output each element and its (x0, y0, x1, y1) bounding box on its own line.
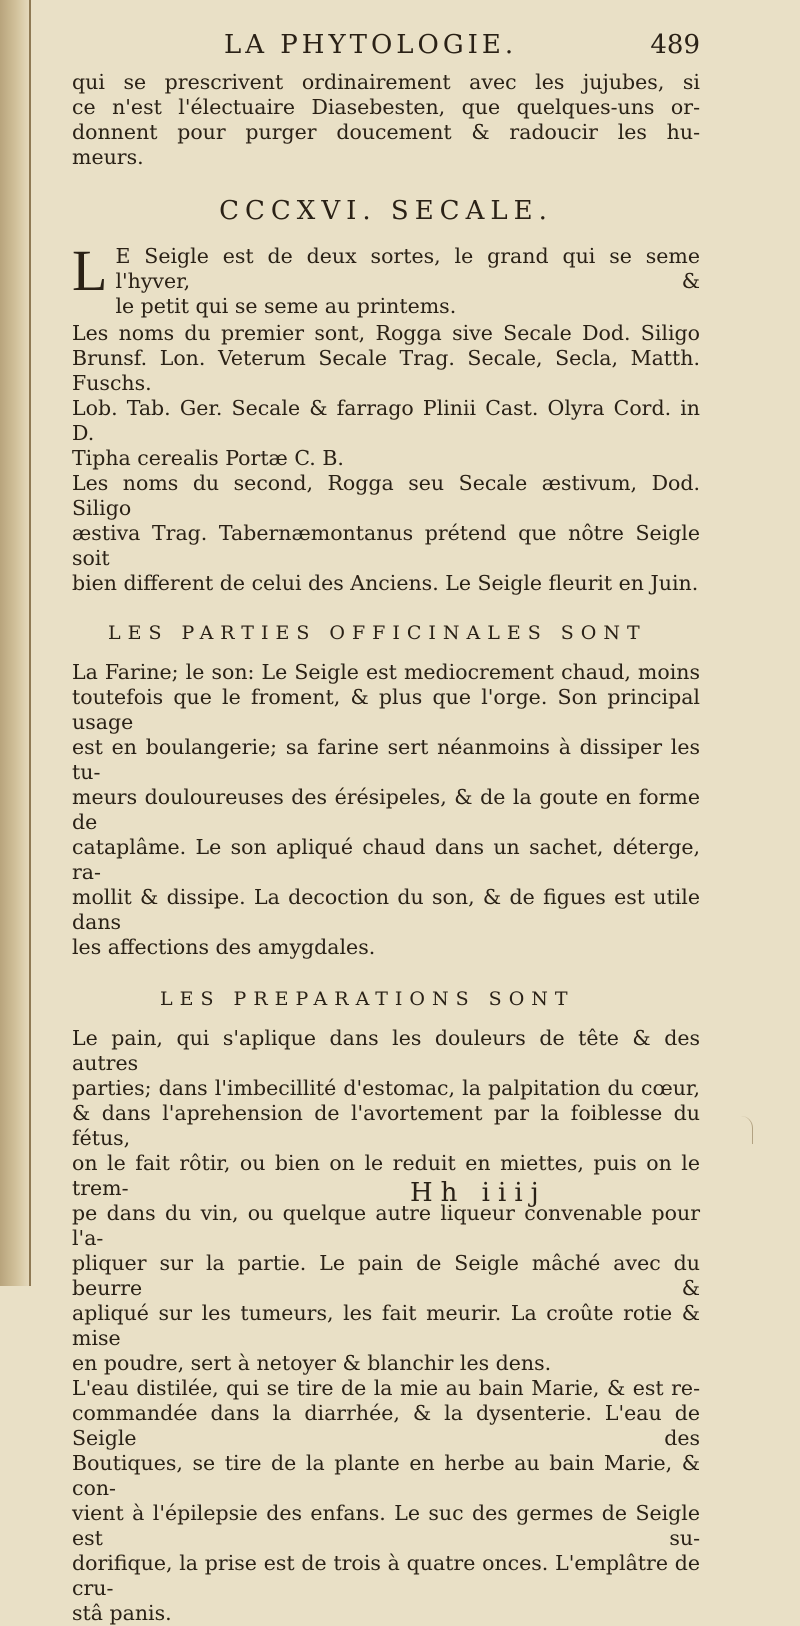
text-line: cataplâme. Le son apliqué chaud dans un sachet, déterge, ra- (72, 835, 700, 884)
text-line: meurs. (72, 145, 144, 169)
text-line: L'eau distilée, qui se tire de la mie au bain Marie, & est re- (72, 1376, 700, 1400)
text-line: est en boulangerie; sa farine sert néanmoins à dissiper les tu- (72, 735, 700, 784)
chapter-heading: CCCXVI. SECALE. (219, 196, 553, 226)
running-header (72, 30, 700, 70)
text-line: pe dans du vin, ou quelque autre liqueur convenable pour l'a- (72, 1201, 700, 1250)
text-line: apliqué sur les tumeurs, les fait meurir. La croûte rotie & mise (72, 1301, 700, 1350)
page-number: 489 (650, 30, 700, 60)
text-line: Tipha cerealis Portæ C. B. (72, 446, 344, 470)
text-line: le petit qui se seme au printems. (115, 294, 457, 318)
description-paragraph (72, 238, 700, 319)
book-gutter (0, 0, 30, 1286)
text-line: & dans l'aprehension de l'avortement par la foiblesse du fétus, (72, 1101, 700, 1150)
text-line: parties; dans l'imbecillité d'estomac, la palpitation du cœur, (72, 1076, 700, 1100)
preparations-heading: LES PREPARATIONS SONT (160, 988, 575, 1010)
drop-cap: L (72, 238, 108, 303)
text-line: stâ panis. (72, 1601, 172, 1625)
gutter-edge (29, 0, 31, 1286)
signature-mark: Hh iiij (410, 1178, 547, 1208)
officinal-paragraph (72, 660, 700, 960)
book-page (72, 30, 700, 1626)
text-line: Brunsf. Lon. Veterum Secale Trag. Secale, Secla, Matth. Fuschs. (72, 346, 700, 395)
text-line: toutefois que le froment, & plus que l'orge. Son principal usage (72, 685, 700, 734)
running-title: LA PHYTOLOGIE. (224, 30, 518, 60)
text-line: donnent pour purger doucement & radoucir les hu- (72, 120, 700, 144)
intro-paragraph (72, 70, 700, 170)
text-line: vient à l'épilepsie des enfans. Le suc des germes de Seigle est su- (72, 1501, 700, 1550)
text-line: Les noms du premier sont, Rogga sive Secale Dod. Siligo (72, 321, 700, 345)
text-line: E Seigle est de deux sortes, le grand qui se seme l'hyver, & (115, 244, 700, 293)
text-line: æstiva Trag. Tabernæmontanus prétend que nôtre Seigle soit (72, 521, 700, 570)
text-line: ce n'est l'électuaire Diasebesten, que quelques-uns or- (72, 95, 700, 119)
text-line: dorifique, la prise est de trois à quatre onces. L'emplâtre de cru- (72, 1551, 700, 1600)
text-line: La Farine; le son: Le Seigle est mediocrement chaud, moins (72, 660, 700, 684)
text-line: meurs douloureuses des érésipeles, & de la goute en forme de (72, 785, 700, 834)
margin-mark (738, 1116, 753, 1144)
text-line: on le fait rôtir, ou bien on le reduit en miettes, puis on le trem- (72, 1151, 700, 1200)
preparations-paragraph (72, 1026, 700, 1626)
names-second-paragraph (72, 471, 700, 596)
text-line: Lob. Tab. Ger. Secale & farrago Plinii Cast. Olyra Cord. in D. (72, 396, 700, 445)
officinal-heading: LES PARTIES OFFICINALES SONT (108, 622, 647, 644)
text-line: en poudre, sert à netoyer & blanchir les dens. (72, 1351, 552, 1375)
text-line: pliquer sur la partie. Le pain de Seigle mâché avec du beurre & (72, 1251, 700, 1300)
text-line: les affections des amygdales. (72, 935, 376, 959)
text-line: Le pain, qui s'aplique dans les douleurs de tête & des autres (72, 1026, 700, 1075)
text-line: Boutiques, se tire de la plante en herbe au bain Marie, & con- (72, 1451, 700, 1500)
text-line: qui se prescrivent ordinairement avec les jujubes, si (72, 70, 700, 94)
names-first-paragraph (72, 321, 700, 471)
text-line: mollit & dissipe. La decoction du son, & de figues est utile dans (72, 885, 700, 934)
text-line: Les noms du second, Rogga seu Secale æstivum, Dod. Siligo (72, 471, 700, 520)
text-line: bien different de celui des Anciens. Le Seigle fleurit en Juin. (72, 571, 699, 595)
text-line: commandée dans la diarrhée, & la dysenterie. L'eau de Seigle des (72, 1401, 700, 1450)
